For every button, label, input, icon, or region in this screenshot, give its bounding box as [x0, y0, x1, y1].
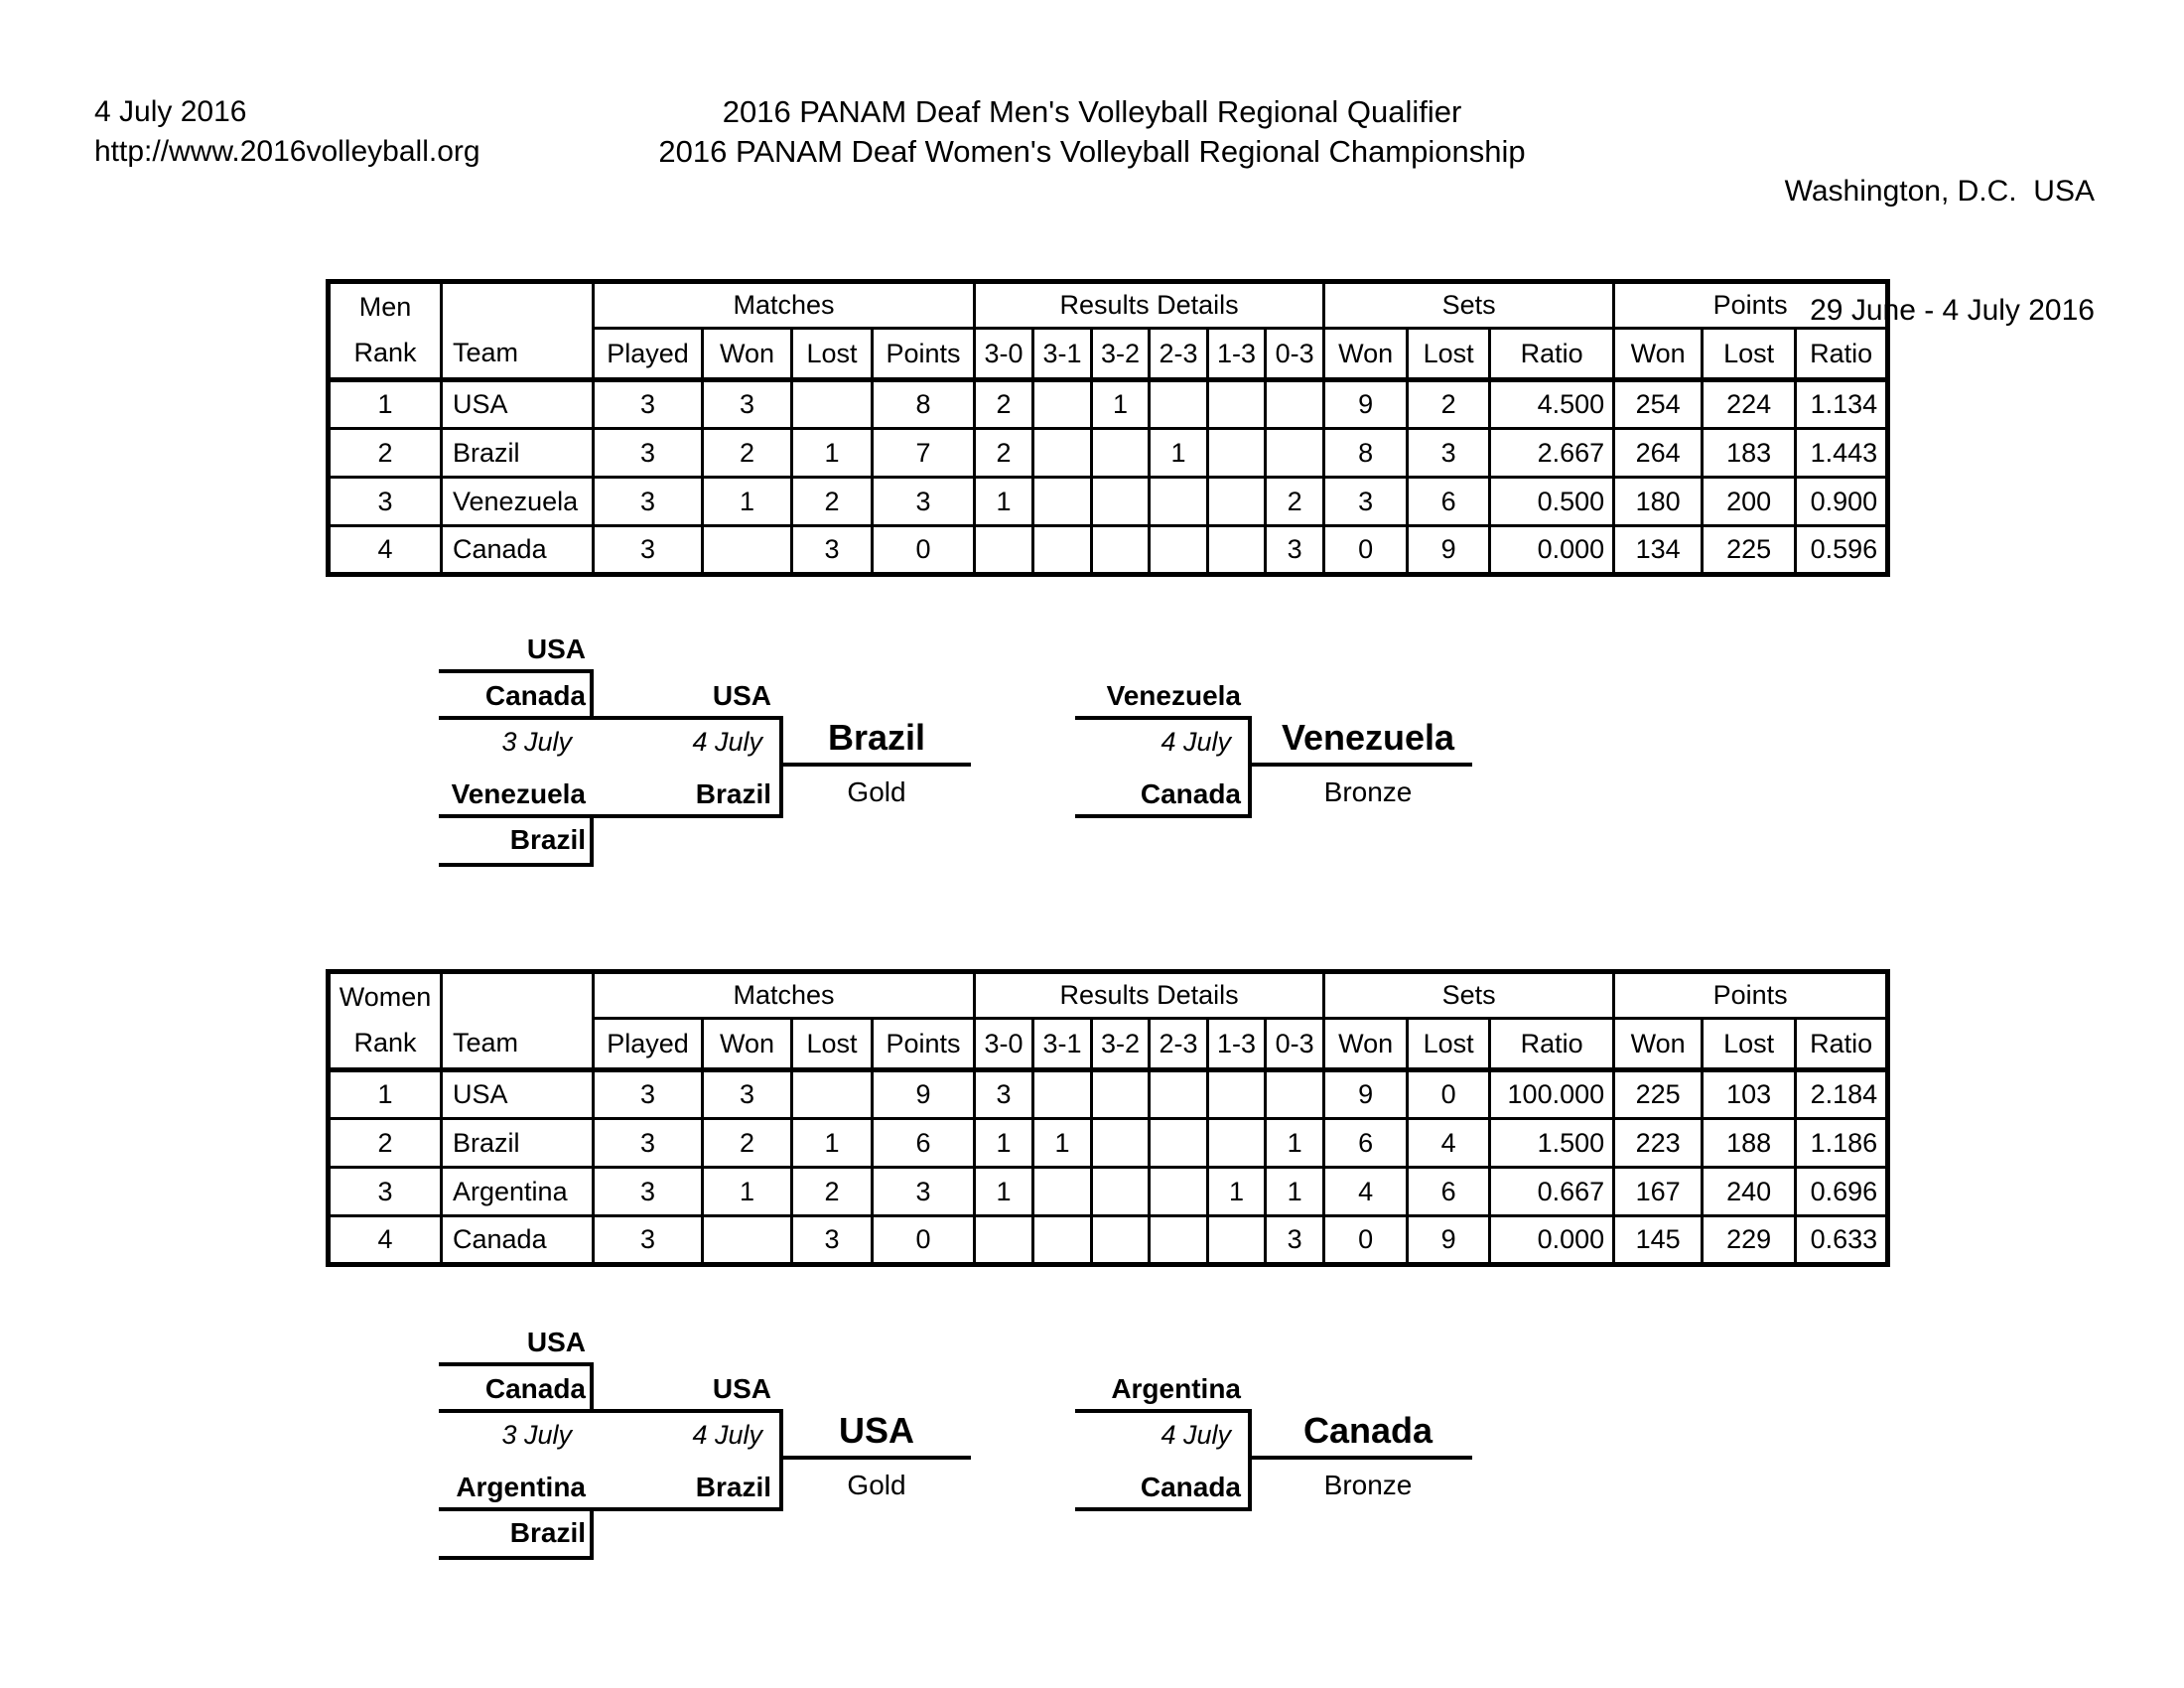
column-header: Won — [1614, 329, 1703, 380]
stat-cell: 183 — [1703, 429, 1796, 478]
stat-cell: 134 — [1614, 526, 1703, 575]
stat-cell: 8 — [873, 380, 975, 429]
stat-cell — [792, 380, 873, 429]
stat-cell — [1092, 1119, 1150, 1168]
stat-cell: 225 — [1614, 1070, 1703, 1119]
rank-label: Rank — [353, 1028, 417, 1057]
stat-cell: 1 — [975, 478, 1033, 526]
division-label: Women — [339, 982, 432, 1012]
stat-cell — [1208, 1216, 1266, 1265]
column-header: Lost — [1408, 1019, 1490, 1070]
bronze-date: 4 July — [1160, 1420, 1231, 1450]
stat-cell: 240 — [1703, 1168, 1796, 1216]
column-header: Won — [703, 1019, 792, 1070]
column-header: Played — [594, 1019, 703, 1070]
team-cell: Brazil — [442, 429, 594, 478]
bronze-team2: Canada — [1140, 778, 1241, 809]
stat-cell: 3 — [594, 478, 703, 526]
table-row — [329, 1216, 1888, 1265]
rank-cell: 3 — [329, 478, 442, 526]
bracket-line — [1248, 763, 1472, 767]
stat-cell: 200 — [1703, 478, 1796, 526]
column-header: 3-1 — [1033, 329, 1092, 380]
rank-cell: 4 — [329, 526, 442, 575]
stat-cell: 0.500 — [1490, 478, 1614, 526]
stat-cell: 1.134 — [1796, 380, 1888, 429]
team-column-header — [442, 282, 594, 380]
stat-cell: 145 — [1614, 1216, 1703, 1265]
stat-cell: 2 — [1408, 380, 1490, 429]
team-cell: Brazil — [442, 1119, 594, 1168]
table-row — [329, 478, 1888, 526]
stat-cell — [1208, 1119, 1266, 1168]
table-row — [329, 1070, 1888, 1119]
table-row — [329, 526, 1888, 575]
matches-group-header: Matches — [594, 972, 975, 1019]
stat-cell: 1.500 — [1490, 1119, 1614, 1168]
stat-cell: 6 — [1408, 478, 1490, 526]
stat-cell — [1092, 526, 1150, 575]
rank-cell: 1 — [329, 380, 442, 429]
stat-cell: 9 — [873, 1070, 975, 1119]
stat-cell: 4 — [1324, 1168, 1408, 1216]
stat-cell: 2.184 — [1796, 1070, 1888, 1119]
stat-cell: 9 — [1324, 1070, 1408, 1119]
stat-cell: 3 — [1266, 526, 1324, 575]
gold-label: Gold — [847, 776, 906, 807]
bracket-line — [779, 763, 971, 767]
column-header: Points — [873, 329, 975, 380]
column-header: Ratio — [1796, 1019, 1888, 1070]
results-group-header: Results Details — [975, 282, 1324, 329]
column-header: Lost — [792, 1019, 873, 1070]
stat-cell — [1266, 1070, 1324, 1119]
stat-cell: 0 — [1324, 1216, 1408, 1265]
final-date: 4 July — [692, 1420, 762, 1450]
division-label: Men — [358, 292, 412, 322]
stat-cell: 2 — [1266, 478, 1324, 526]
stat-cell: 1 — [1092, 380, 1150, 429]
stat-cell: 0 — [873, 1216, 975, 1265]
stat-cell — [1033, 478, 1092, 526]
stat-cell: 3 — [873, 1168, 975, 1216]
column-header: Ratio — [1796, 329, 1888, 380]
final-team2: Brazil — [695, 1472, 771, 1502]
title-men: 2016 PANAM Deaf Men's Volleyball Regional Qualifier — [722, 94, 1462, 129]
stat-cell — [1208, 429, 1266, 478]
stat-cell — [1150, 380, 1208, 429]
bracket-line — [439, 669, 594, 673]
stat-cell: 188 — [1703, 1119, 1796, 1168]
team-label: Team — [453, 338, 519, 367]
stat-cell: 1 — [975, 1119, 1033, 1168]
column-header: 3-0 — [975, 329, 1033, 380]
stat-cell — [1208, 1070, 1266, 1119]
bracket-line — [1075, 716, 1252, 720]
stat-cell — [1092, 1168, 1150, 1216]
bronze-label: Bronze — [1323, 1470, 1413, 1500]
stat-cell — [1150, 1216, 1208, 1265]
stat-cell: 224 — [1703, 380, 1796, 429]
stat-cell: 3 — [873, 478, 975, 526]
stat-cell: 3 — [1266, 1216, 1324, 1265]
stat-cell — [1033, 429, 1092, 478]
column-header: 0-3 — [1266, 329, 1324, 380]
bronze-team1: Argentina — [1111, 1373, 1241, 1404]
bronze-date: 4 July — [1160, 727, 1231, 757]
stat-cell — [703, 1216, 792, 1265]
stat-cell: 9 — [1408, 1216, 1490, 1265]
rank-cell: 2 — [329, 429, 442, 478]
stat-cell: 1 — [792, 429, 873, 478]
stat-cell: 9 — [1324, 380, 1408, 429]
semifinal-date: 3 July — [501, 1420, 572, 1450]
header-title — [596, 92, 1588, 172]
stat-cell — [975, 526, 1033, 575]
stat-cell: 4.500 — [1490, 380, 1614, 429]
stat-cell: 6 — [1408, 1168, 1490, 1216]
table-row — [329, 380, 1888, 429]
stat-cell: 3 — [792, 526, 873, 575]
stat-cell: 1 — [1266, 1168, 1324, 1216]
stat-cell: 1 — [792, 1119, 873, 1168]
points-group-header: Points — [1614, 972, 1888, 1019]
stat-cell: 1 — [703, 1168, 792, 1216]
bracket-line — [1075, 1409, 1252, 1413]
stat-cell: 3 — [975, 1070, 1033, 1119]
women-standings-table — [326, 969, 1890, 1267]
stat-cell: 223 — [1614, 1119, 1703, 1168]
column-header: Lost — [1703, 329, 1796, 380]
bronze-team1: Venezuela — [1106, 680, 1241, 711]
website-url: http://www.2016volleyball.org — [94, 135, 480, 168]
stat-cell: 2 — [703, 1119, 792, 1168]
stat-cell: 3 — [594, 1119, 703, 1168]
column-header: Lost — [792, 329, 873, 380]
stat-cell: 1 — [1150, 429, 1208, 478]
bracket-line — [439, 1556, 594, 1560]
stat-cell: 1.186 — [1796, 1119, 1888, 1168]
stat-cell: 0.000 — [1490, 1216, 1614, 1265]
stat-cell: 2 — [792, 1168, 873, 1216]
team-cell: Venezuela — [442, 478, 594, 526]
team-cell: Canada — [442, 526, 594, 575]
column-header: Points — [873, 1019, 975, 1070]
rank-cell: 4 — [329, 1216, 442, 1265]
semifinal2-team2: Brazil — [509, 1517, 586, 1548]
semifinal1-team1: USA — [526, 1327, 586, 1357]
stat-cell — [1150, 1119, 1208, 1168]
event-location: Washington, D.C. USA — [1784, 175, 2095, 208]
stat-cell: 0 — [1408, 1070, 1490, 1119]
rank-cell: 1 — [329, 1070, 442, 1119]
team-cell: Canada — [442, 1216, 594, 1265]
stat-cell: 4 — [1408, 1119, 1490, 1168]
stat-cell: 3 — [1324, 478, 1408, 526]
stat-cell: 8 — [1324, 429, 1408, 478]
stat-cell: 100.000 — [1490, 1070, 1614, 1119]
stat-cell: 0 — [873, 526, 975, 575]
gold-label: Gold — [847, 1470, 906, 1500]
stat-cell — [1033, 1216, 1092, 1265]
bronze-winner: Canada — [1302, 1410, 1433, 1451]
stat-cell: 225 — [1703, 526, 1796, 575]
gold-winner: Brazil — [827, 717, 926, 758]
stat-cell: 0.633 — [1796, 1216, 1888, 1265]
semifinal2-team2: Brazil — [509, 824, 586, 855]
report-date: 4 July 2016 — [94, 95, 247, 128]
stat-cell: 1 — [1266, 1119, 1324, 1168]
column-header: 0-3 — [1266, 1019, 1324, 1070]
stat-cell — [1150, 1070, 1208, 1119]
stat-cell: 3 — [1408, 429, 1490, 478]
final-team2: Brazil — [695, 778, 771, 809]
results-group-header: Results Details — [975, 972, 1324, 1019]
column-header: 1-3 — [1208, 1019, 1266, 1070]
stat-cell: 3 — [594, 526, 703, 575]
column-header: 1-3 — [1208, 329, 1266, 380]
column-header: Played — [594, 329, 703, 380]
column-header: Ratio — [1490, 1019, 1614, 1070]
bracket-line — [439, 863, 594, 867]
stat-cell: 0 — [1324, 526, 1408, 575]
stat-cell: 3 — [594, 429, 703, 478]
stat-cell: 2 — [975, 429, 1033, 478]
stat-cell — [1092, 429, 1150, 478]
stat-cell: 3 — [703, 1070, 792, 1119]
stat-cell: 2 — [792, 478, 873, 526]
bracket-line — [1075, 1507, 1252, 1511]
stat-cell — [1092, 1216, 1150, 1265]
final-team1: USA — [712, 1373, 771, 1404]
column-header: 3-0 — [975, 1019, 1033, 1070]
stat-cell: 0.000 — [1490, 526, 1614, 575]
stat-cell: 1 — [703, 478, 792, 526]
bronze-team2: Canada — [1140, 1472, 1241, 1502]
team-cell: USA — [442, 1070, 594, 1119]
bracket-line — [439, 1362, 594, 1366]
stat-cell — [1266, 429, 1324, 478]
rank-cell: 3 — [329, 1168, 442, 1216]
stat-cell — [1150, 1168, 1208, 1216]
table-row — [329, 1119, 1888, 1168]
rank-label: Rank — [353, 338, 417, 367]
stat-cell — [1092, 478, 1150, 526]
bronze-winner: Venezuela — [1281, 717, 1455, 758]
bracket-line — [439, 814, 783, 818]
stat-cell: 180 — [1614, 478, 1703, 526]
stat-cell — [1033, 1168, 1092, 1216]
column-header: 3-1 — [1033, 1019, 1092, 1070]
stat-cell: 9 — [1408, 526, 1490, 575]
rank-cell: 2 — [329, 1119, 442, 1168]
stat-cell: 3 — [594, 1216, 703, 1265]
stat-cell — [1033, 1070, 1092, 1119]
points-group-header: Points — [1614, 282, 1888, 329]
semifinal2-team1: Venezuela — [451, 778, 586, 809]
stat-cell: 1 — [1208, 1168, 1266, 1216]
header-left — [94, 92, 480, 172]
table-row — [329, 1168, 1888, 1216]
bronze-label: Bronze — [1323, 776, 1413, 807]
stat-cell: 3 — [594, 1070, 703, 1119]
bracket-line — [439, 1409, 783, 1413]
stat-cell: 7 — [873, 429, 975, 478]
stat-cell: 0.900 — [1796, 478, 1888, 526]
semifinal1-team1: USA — [526, 633, 586, 664]
final-date: 4 July — [692, 727, 762, 757]
stat-cell: 2 — [975, 380, 1033, 429]
gold-winner: USA — [838, 1410, 914, 1451]
column-header: 3-2 — [1092, 329, 1150, 380]
stat-cell: 3 — [594, 1168, 703, 1216]
event-dates: 29 June - 4 July 2016 — [1810, 294, 2095, 327]
column-header: Lost — [1703, 1019, 1796, 1070]
stat-cell: 6 — [1324, 1119, 1408, 1168]
column-header: Won — [703, 329, 792, 380]
stat-cell — [1033, 380, 1092, 429]
column-header: 3-2 — [1092, 1019, 1150, 1070]
column-header: Won — [1324, 329, 1408, 380]
column-header: Won — [1324, 1019, 1408, 1070]
team-column-header — [442, 972, 594, 1070]
stat-cell: 0.667 — [1490, 1168, 1614, 1216]
final-team1: USA — [712, 680, 771, 711]
stat-cell — [703, 526, 792, 575]
semifinal2-team1: Argentina — [456, 1472, 586, 1502]
stat-cell — [1208, 380, 1266, 429]
title-women: 2016 PANAM Deaf Women's Volleyball Regional Championship — [658, 134, 1526, 169]
stat-cell: 2 — [703, 429, 792, 478]
column-header: Won — [1614, 1019, 1703, 1070]
column-header: Ratio — [1490, 329, 1614, 380]
bracket-line — [1075, 814, 1252, 818]
stat-cell: 3 — [594, 380, 703, 429]
women-medal-bracket — [0, 1319, 2184, 1587]
stat-cell: 254 — [1614, 380, 1703, 429]
bracket-line — [439, 716, 783, 720]
stat-cell — [1150, 478, 1208, 526]
table-row — [329, 429, 1888, 478]
bracket-line — [439, 1507, 783, 1511]
stat-cell: 1.443 — [1796, 429, 1888, 478]
bracket-line — [779, 1456, 971, 1460]
stat-cell: 3 — [792, 1216, 873, 1265]
team-cell: USA — [442, 380, 594, 429]
stat-cell: 1 — [1033, 1119, 1092, 1168]
stat-cell: 3 — [703, 380, 792, 429]
semifinal1-team2: Canada — [484, 1373, 586, 1404]
stat-cell — [1266, 380, 1324, 429]
rank-column-header — [329, 972, 442, 1070]
stat-cell — [792, 1070, 873, 1119]
bracket-line — [1248, 1456, 1472, 1460]
semifinal1-team2: Canada — [484, 680, 586, 711]
team-label: Team — [453, 1028, 519, 1057]
stat-cell — [975, 1216, 1033, 1265]
stat-cell — [1150, 526, 1208, 575]
stat-cell: 6 — [873, 1119, 975, 1168]
stat-cell: 0.696 — [1796, 1168, 1888, 1216]
rank-column-header — [329, 282, 442, 380]
stat-cell — [1033, 526, 1092, 575]
stat-cell — [1208, 478, 1266, 526]
stat-cell: 1 — [975, 1168, 1033, 1216]
sets-group-header: Sets — [1324, 282, 1614, 329]
column-header: Lost — [1408, 329, 1490, 380]
men-medal-bracket — [0, 626, 2184, 894]
semifinal-date: 3 July — [501, 727, 572, 757]
column-header: 2-3 — [1150, 329, 1208, 380]
stat-cell: 2.667 — [1490, 429, 1614, 478]
stat-cell: 229 — [1703, 1216, 1796, 1265]
team-cell: Argentina — [442, 1168, 594, 1216]
stat-cell: 0.596 — [1796, 526, 1888, 575]
stat-cell — [1208, 526, 1266, 575]
stat-cell: 167 — [1614, 1168, 1703, 1216]
sets-group-header: Sets — [1324, 972, 1614, 1019]
column-header: 2-3 — [1150, 1019, 1208, 1070]
matches-group-header: Matches — [594, 282, 975, 329]
stat-cell — [1092, 1070, 1150, 1119]
stat-cell: 264 — [1614, 429, 1703, 478]
stat-cell: 103 — [1703, 1070, 1796, 1119]
men-standings-table — [326, 279, 1890, 577]
